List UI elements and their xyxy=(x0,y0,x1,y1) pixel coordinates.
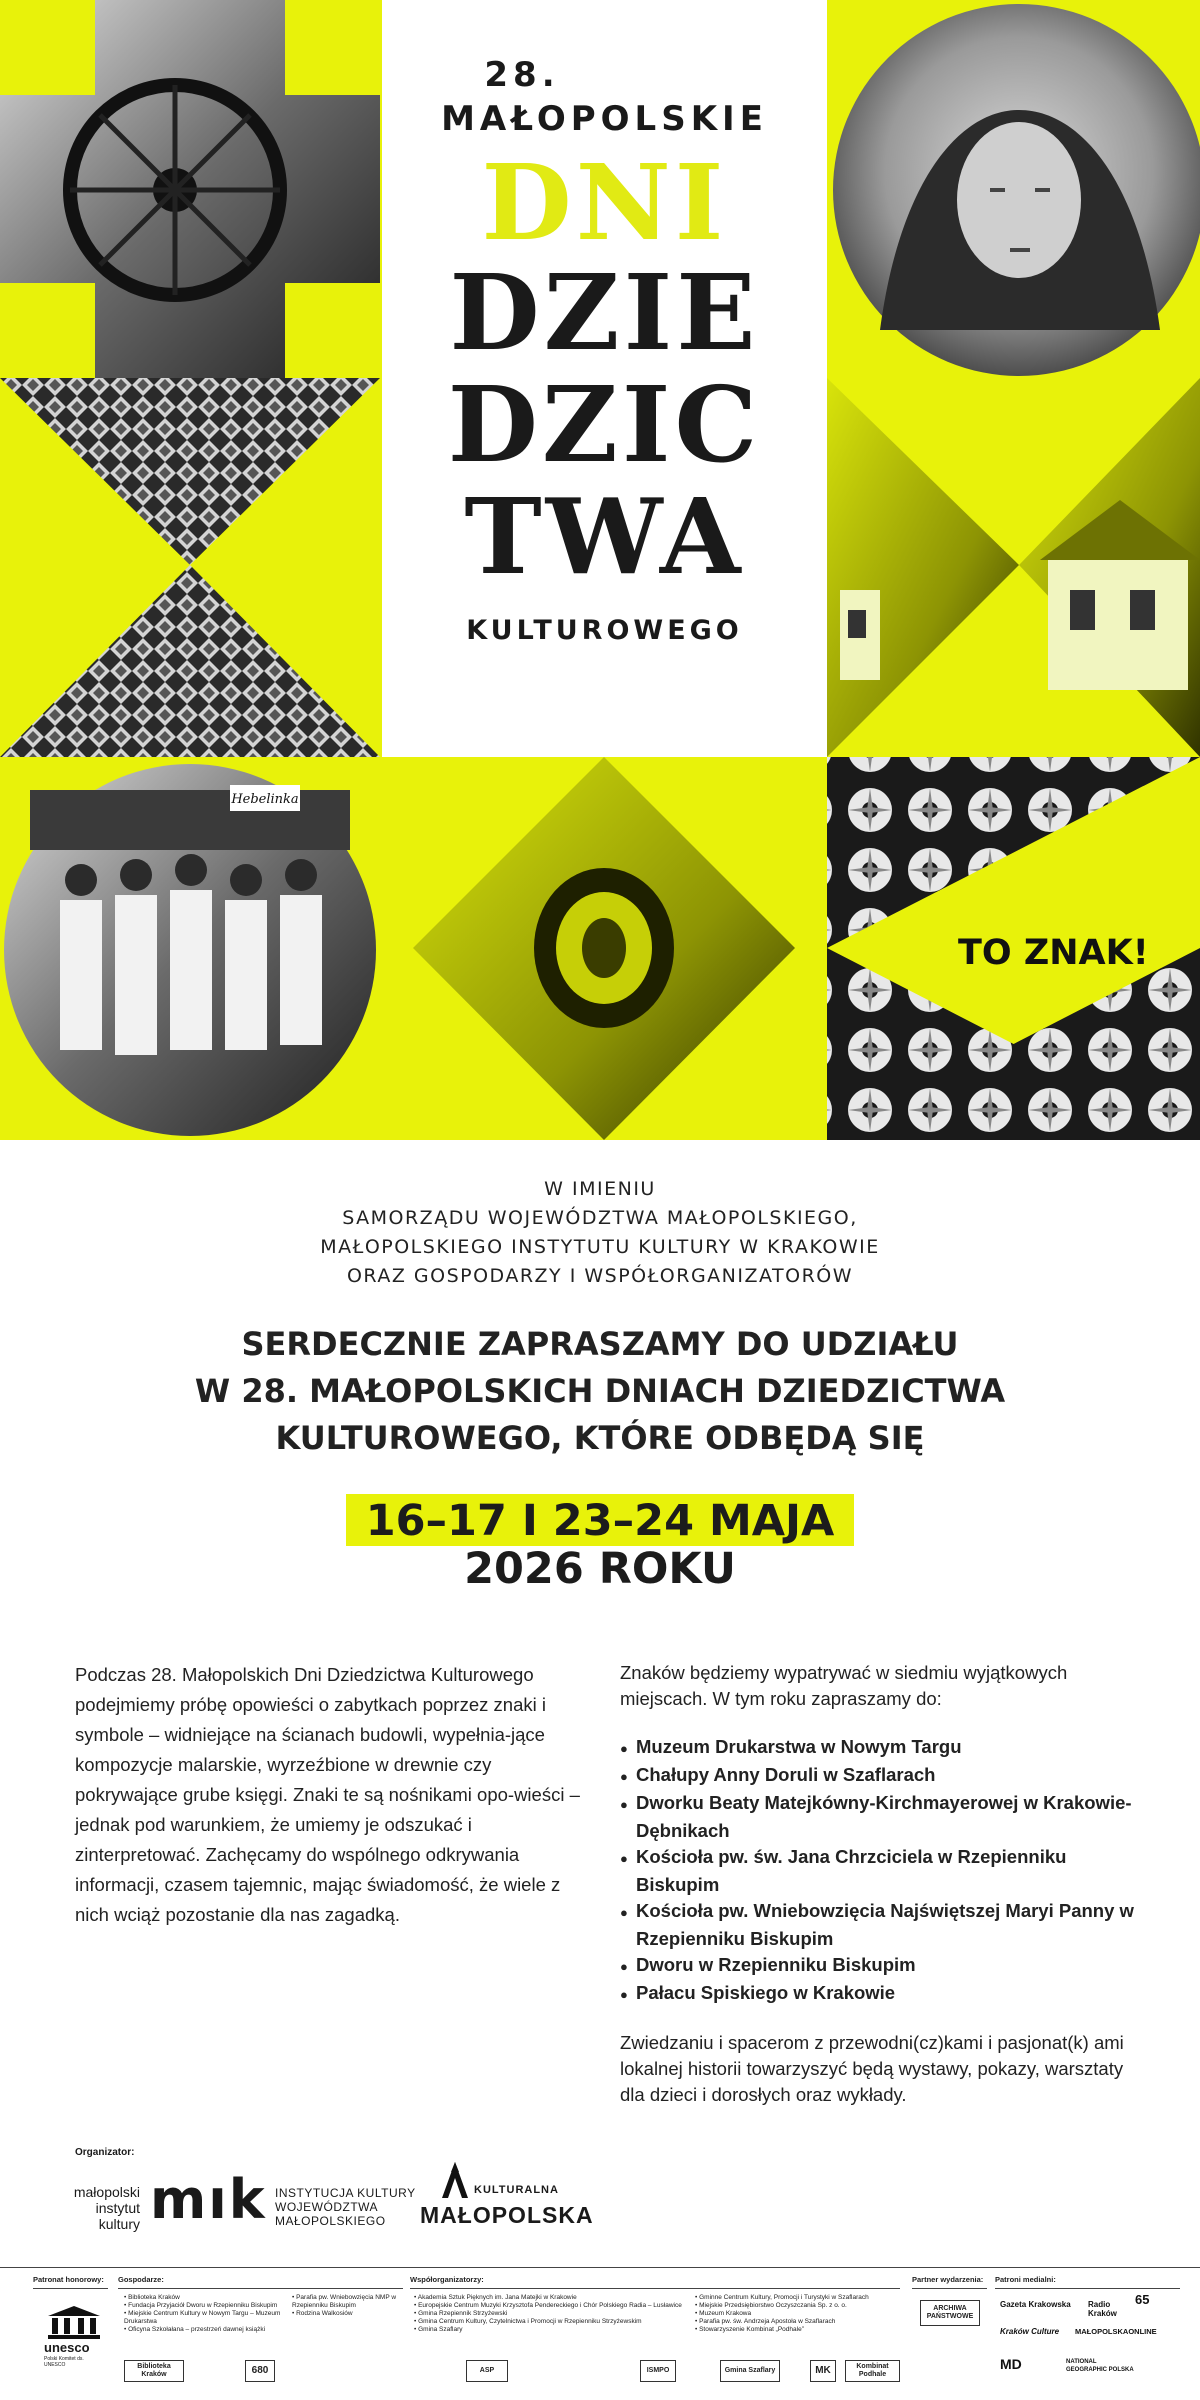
list-item: ● Pałacu Spiskiego w Krakowie xyxy=(620,1980,1140,2008)
divider xyxy=(410,2288,900,2289)
ceiling-triangle-bottom xyxy=(0,565,380,757)
welcome-line: W 28. MAŁOPOLSKICH DNIACH DZIEDZICTWA xyxy=(194,1372,1006,1410)
divider xyxy=(995,2288,1180,2289)
partner-label: Partner wydarzenia: xyxy=(912,2275,984,2284)
natgeo-logo: NATIONAL GEOGRAPHIC POLSKA xyxy=(1066,2359,1134,2373)
title-dni: DNI xyxy=(481,141,728,264)
radio-65-badge: 65 xyxy=(1135,2292,1150,2307)
behalf-block xyxy=(0,1175,1200,1291)
pharmacy-sign-text: Hebelinka xyxy=(231,792,299,807)
title-line-3: TWA xyxy=(464,475,745,598)
mik-logo: mık xyxy=(150,2168,267,2231)
list-item: • Oficyna Szkołałana – przestrzeń dawnej książki xyxy=(124,2326,284,2334)
mik-inst-line: WOJEWÓDZTWA xyxy=(275,2200,379,2214)
list-item: • Akademia Sztuk Pięknych im. Jana Matejki w Krakowie xyxy=(414,2294,684,2302)
list-item: ● Dworku Beaty Matejkówny-Kirchmayerowej w Krakowie-Dębnikach xyxy=(620,1790,1140,1844)
mik-line: kultury xyxy=(98,2216,140,2232)
welcome-line: SERDECZNIE ZAPRASZAMY DO UDZIAŁU xyxy=(241,1325,959,1363)
places-outro: Zwiedzaniu i spacerom z przewodni(cz)kami i pasjonat(k) ami lokalnej historii towarzyszyć będą wystawy, pokazy, warsztaty dla dzieci i dorosłych oraz wykłady. xyxy=(620,2032,1124,2105)
mk-logo: MK xyxy=(810,2360,836,2382)
md-logo: MD xyxy=(1000,2356,1022,2372)
mik-inst-line: MAŁOPOLSKIEGO xyxy=(275,2214,386,2228)
ceiling-triangle-top xyxy=(0,378,380,565)
list-item: • Parafia pw. św. Andrzeja Apostoła w Szaflarach xyxy=(695,2318,900,2326)
description-right xyxy=(620,1660,1140,2108)
divider xyxy=(118,2288,403,2289)
title-line-1: DZIE xyxy=(449,251,760,374)
list-item: • Biblioteka Kraków xyxy=(124,2294,284,2302)
gmina-logo: Gmina Szaflary xyxy=(720,2360,780,2382)
archiwa-logo: ARCHIWA PAŃSTWOWE xyxy=(920,2300,980,2326)
mik-institution xyxy=(275,2186,416,2228)
edition-number: 28. xyxy=(484,55,560,95)
unesco-temple-icon xyxy=(44,2304,104,2340)
list-item: • Gmina Centrum Kultury, Czytelnictwa i Promocji w Rzepienniku Strzyżewskim xyxy=(414,2318,684,2326)
welcome-block xyxy=(0,1321,1200,1462)
mik-line: instytut xyxy=(95,2200,140,2216)
gazeta-krakowska-logo: Gazeta Krakowska xyxy=(1000,2300,1071,2309)
unesco-subtitle: Polski Komitet ds. UNESCO xyxy=(44,2356,84,2368)
kombinat-logo: Kombinat Podhale xyxy=(845,2360,900,2382)
asp-logo: ASP xyxy=(466,2360,508,2382)
house-triangle-left xyxy=(827,378,1019,757)
places-list xyxy=(620,1734,1140,2008)
malopolskaonline-logo: MAŁOPOLSKAONLINE xyxy=(1075,2327,1157,2336)
list-item: ● Muzeum Drukarstwa w Nowym Targu xyxy=(620,1734,1140,1762)
patronat-label: Patronat honorowy: xyxy=(33,2275,104,2284)
event-year: 2026 ROKU xyxy=(464,1544,736,1594)
list-item: • Gmina Szaflary xyxy=(414,2326,684,2334)
mik-inst-line: INSTYTUCJA KULTURY xyxy=(275,2186,416,2200)
divider xyxy=(33,2288,108,2289)
hosts-list-2 xyxy=(292,2294,402,2318)
flower-triangle-top xyxy=(827,757,1200,948)
coorganizers-label: Współorganizatorzy: xyxy=(410,2275,484,2284)
krakow-culture-logo: Kraków Culture xyxy=(1000,2327,1060,2336)
title-sub: KULTUROWEGO xyxy=(466,615,743,646)
mik-logo-text xyxy=(70,2184,140,2232)
hosts-list xyxy=(124,2294,284,2334)
behalf-line: ORAZ GOSPODARZY I WSPÓŁORGANIZATORÓW xyxy=(346,1265,854,1287)
sponsors-footer xyxy=(0,2267,1200,2400)
malopolska-label: MAŁOPOLSKA xyxy=(420,2202,594,2228)
mik-line: małopolski xyxy=(73,2184,140,2200)
list-item: • Miejskie Centrum Kultury w Nowym Targu – Muzeum Drukarstwa xyxy=(124,2310,284,2326)
divider xyxy=(912,2288,987,2289)
coorganizers-list-2 xyxy=(695,2294,900,2334)
list-item: • Gminne Centrum Kultury, Promocji i Turystyki w Szaflarach xyxy=(695,2294,900,2302)
media-label: Patroni medialni: xyxy=(995,2275,1056,2284)
behalf-line: W IMIENIU xyxy=(544,1178,656,1200)
radio-krakow-logo: Radio Kraków xyxy=(1088,2300,1117,2318)
list-item: • Muzeum Krakowa xyxy=(695,2310,900,2318)
kulturalna-malopolska-logo-icon xyxy=(440,2158,470,2200)
behalf-line: MAŁOPOLSKIEGO INSTYTUTU KULTURY W KRAKOWIE xyxy=(320,1236,880,1258)
list-item: • Parafia pw. Wniebowzięcia NMP w Rzepienniku Biskupim xyxy=(292,2294,402,2310)
list-item: ● Kościoła pw. św. Jana Chrzciciela w Rzepienniku Biskupim xyxy=(620,1844,1140,1898)
biblioteka-logo: Biblioteka Kraków xyxy=(124,2360,184,2382)
title-line-2: DZIC xyxy=(447,363,762,486)
list-item: • Stowarzyszenie Kombinat „Podhale” xyxy=(695,2326,900,2334)
list-item: ● Kościoła pw. Wniebowzięcia Najświętszej Maryi Panny w Rzepienniku Biskupim xyxy=(620,1898,1140,1952)
region-name: MAŁOPOLSKIE xyxy=(441,99,768,139)
slogan: TO ZNAK! xyxy=(958,933,1149,973)
list-item: • Europejskie Centrum Muzyki Krzysztofa Pendereckiego i Chór Polskiego Radia – Lusławice xyxy=(414,2302,684,2310)
list-item: • Miejskie Przedsiębiorstwo Oczyszczania Sp. z o. o. xyxy=(695,2302,900,2310)
places-intro: Znaków będziemy wypatrywać w siedmiu wyjątkowych miejscach. W tym roku zapraszamy do: xyxy=(620,1662,1068,1709)
welcome-line: KULTUROWEGO, KTÓRE ODBĘDĄ SIĘ xyxy=(275,1419,925,1457)
title-panel xyxy=(382,0,827,757)
list-item: • Rodzina Walkosiów xyxy=(292,2310,402,2318)
organizer-label: Organizator: xyxy=(75,2147,135,2158)
hosts-label: Gospodarze: xyxy=(118,2275,164,2284)
list-item: • Fundacja Przyjaciół Dworu w Rzepienniku Biskupim xyxy=(124,2302,284,2310)
kulturalna-label: KULTURALNA xyxy=(474,2184,559,2196)
list-item: • Gmina Rzepiennik Strzyżewski xyxy=(414,2310,684,2318)
behalf-line: SAMORZĄDU WOJEWÓDZTWA MAŁOPOLSKIEGO, xyxy=(342,1207,858,1229)
hero-banner xyxy=(0,0,1200,1140)
invitation xyxy=(0,1175,1200,1594)
ismpo-logo: ISMPO xyxy=(640,2360,676,2382)
event-dates: 16–17 I 23–24 MAJA xyxy=(346,1494,855,1546)
coorganizers-list xyxy=(414,2294,684,2334)
description-left: Podczas 28. Małopolskich Dni Dziedzictwa Kulturowego podejmiemy próbę opowieści o zabytkach poprzez znaki i symbole – widniejące na ścianach budowli, wypełnia-jące kompozycje malarskie, wyrzeźbione w drewnie czy pokrywające grube księgi. Znaki te są nośnikami opo-wieści – jednak pod warunkiem, że umiemy je odszukać i zinterpretować. Zachęcamy do wspólnego odkrywania informacji, czasem tajemnic, mając świadomość, że wiele z nich wciąż pozostanie dla nas zagadką. xyxy=(75,1664,580,1925)
unesco-label: unesco xyxy=(44,2340,90,2355)
list-item: ● Chałupy Anny Doruli w Szaflarach xyxy=(620,1762,1140,1790)
list-item: ● Dworu w Rzepienniku Biskupim xyxy=(620,1952,1140,1980)
event-date xyxy=(0,1494,1200,1594)
logo-680: 680 xyxy=(245,2360,275,2382)
